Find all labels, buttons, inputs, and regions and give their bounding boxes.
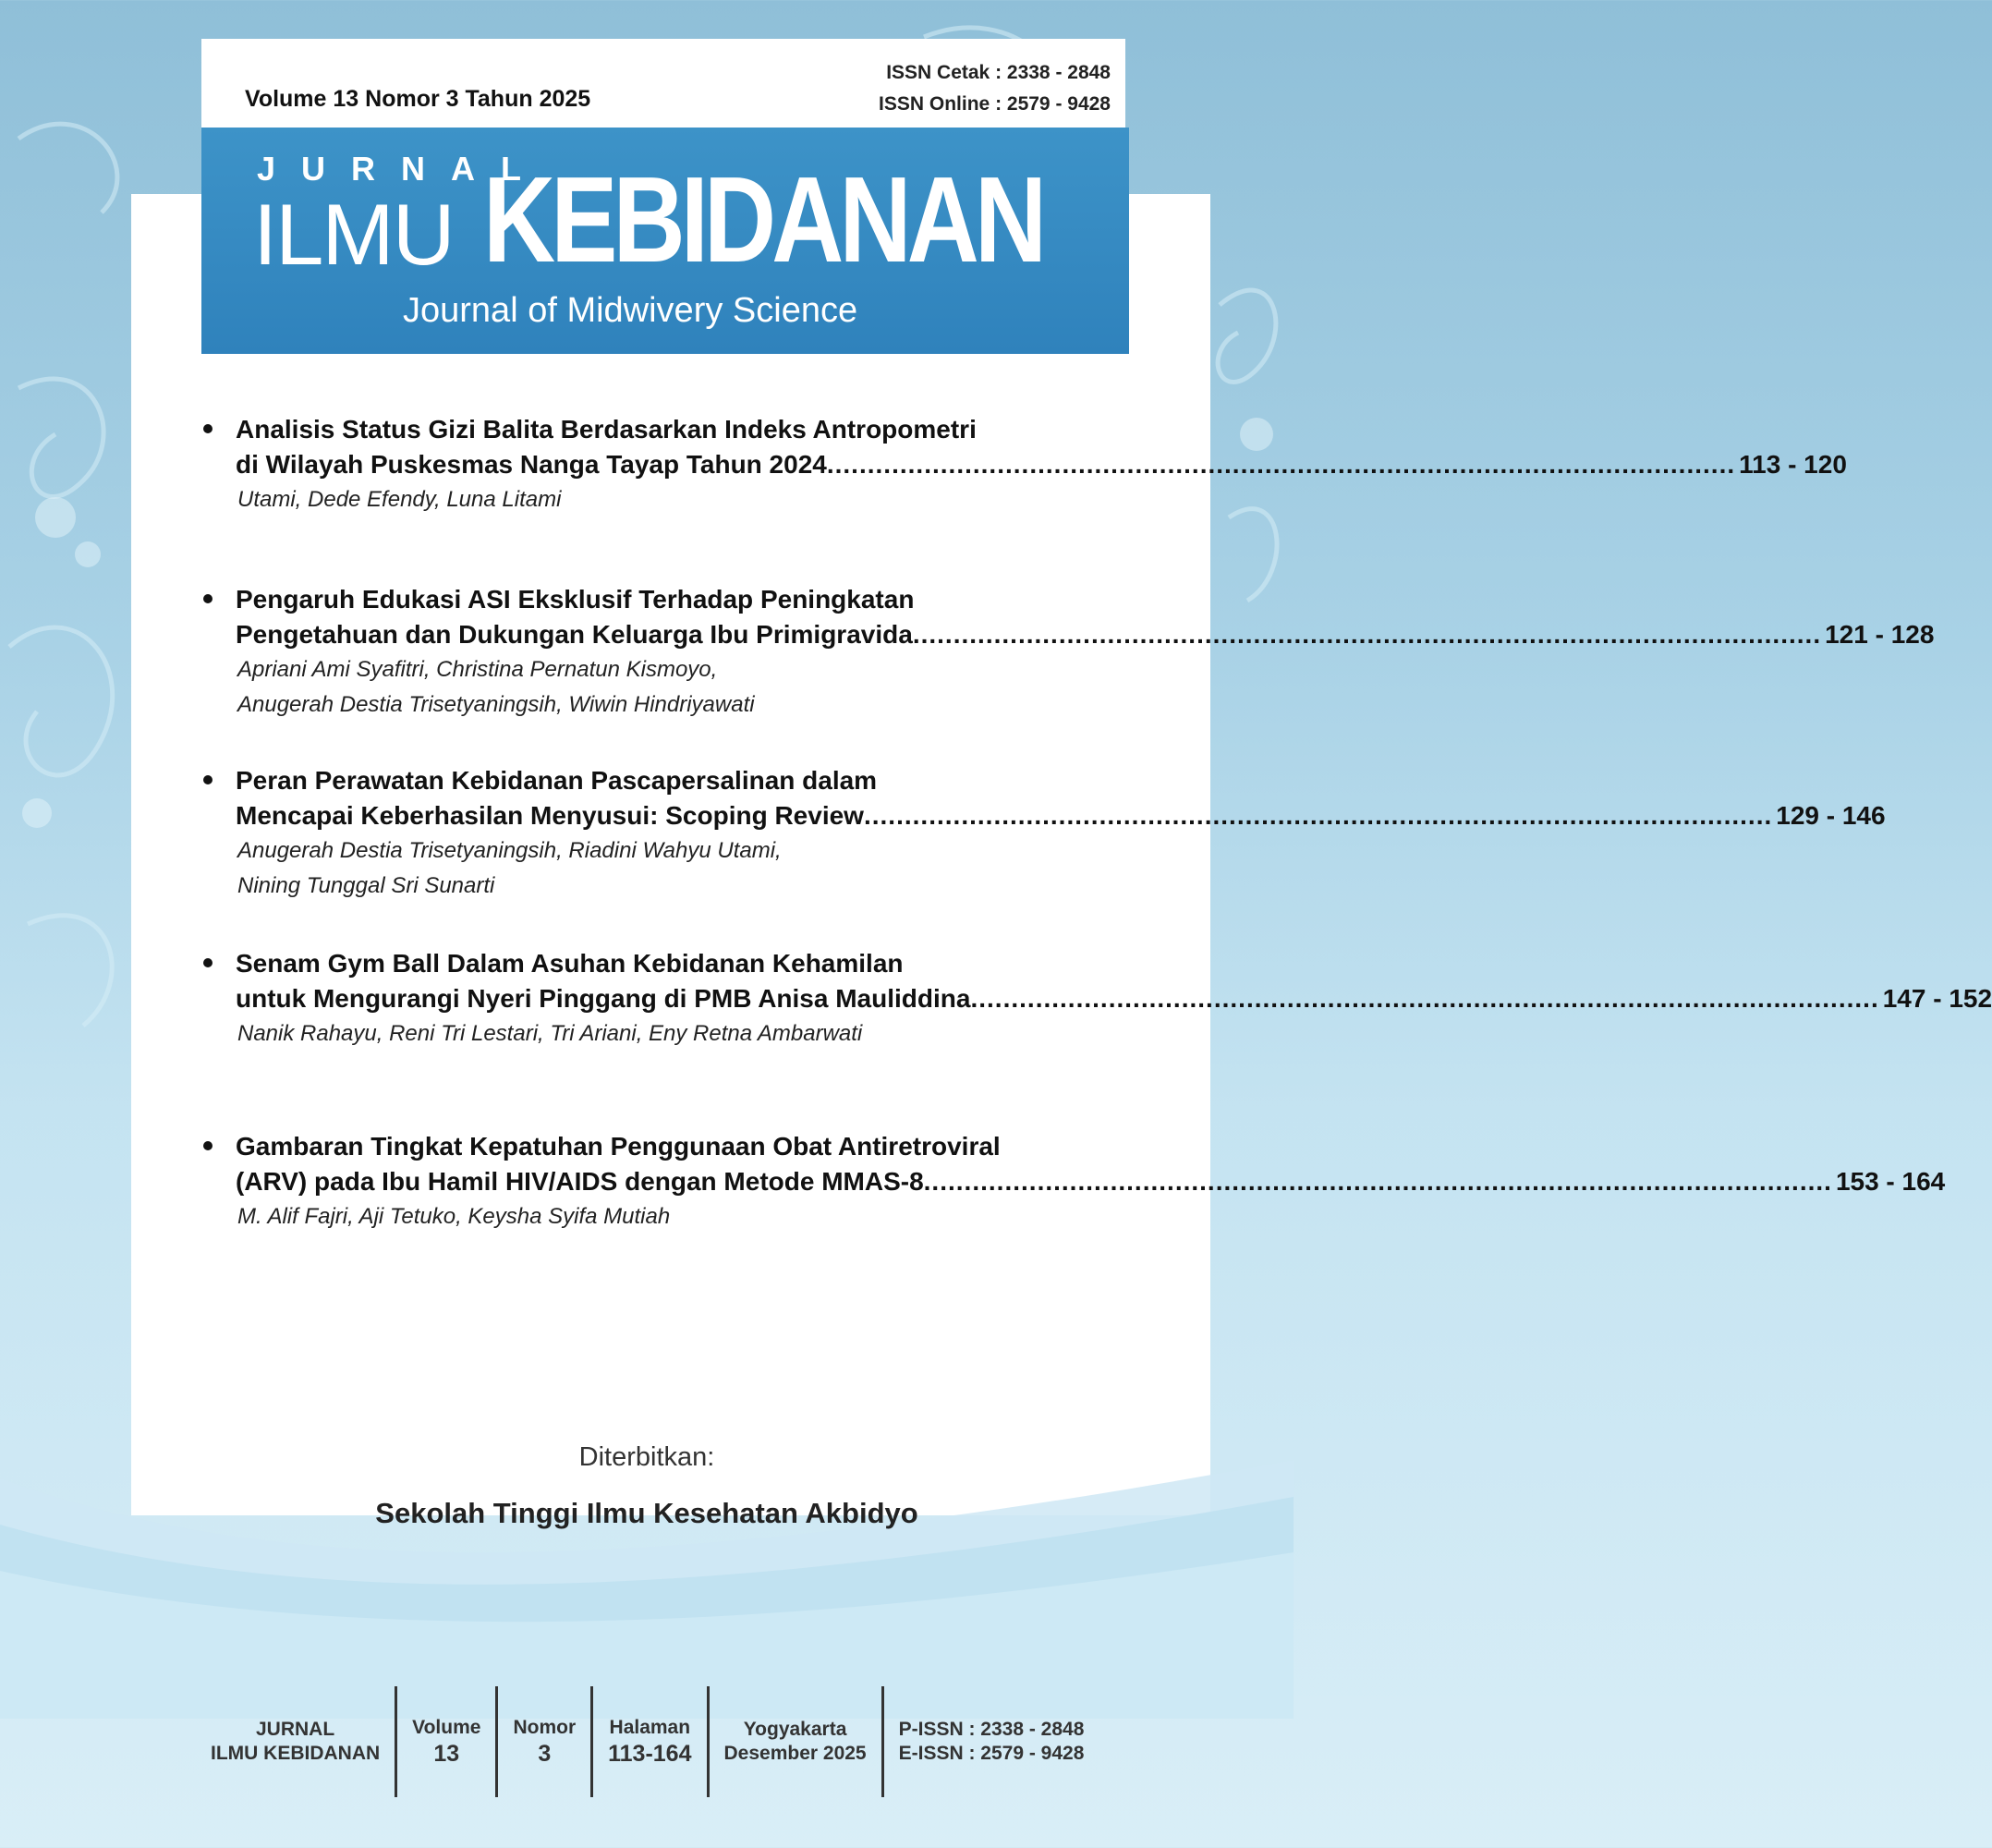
- footer-halaman-label: Halaman: [609, 1717, 691, 1738]
- footer-nomor: [498, 1716, 590, 1768]
- article-pages: 147 - 152: [1882, 984, 1992, 1013]
- footer-journal-line: ILMU KEBIDANAN: [211, 1743, 381, 1764]
- article-title-line: Peran Perawatan Kebidanan Pascapersalinan dalam: [236, 766, 878, 795]
- volume-line: Volume 13 Nomor 3 Tahun 2025: [245, 86, 591, 112]
- footer-issn: [884, 1718, 1099, 1766]
- footer-journal-line: JURNAL: [255, 1719, 335, 1740]
- article-title-line: Senam Gym Ball Dalam Asuhan Kebidanan Kehamilan: [236, 949, 904, 978]
- article-title-line: (ARV) pada Ibu Hamil HIV/AIDS dengan Metode MMAS-8: [236, 1167, 924, 1196]
- footer-nomor-value: 3: [538, 1741, 552, 1767]
- table-of-contents: [203, 412, 1992, 1249]
- footer-volume: [397, 1716, 495, 1768]
- masthead-subtitle: Journal of Midwivery Science: [403, 291, 858, 330]
- article-pages: 121 - 128: [1825, 620, 1935, 649]
- footer-nomor-label: Nomor: [513, 1717, 577, 1738]
- footer-date: Desember 2025: [723, 1743, 867, 1764]
- bullet-icon: [203, 424, 213, 433]
- footer-volume-value: 13: [433, 1741, 460, 1767]
- footer-eissn: E-ISSN : 2579 - 9428: [898, 1743, 1085, 1764]
- toc-article[interactable]: [203, 763, 1886, 946]
- article-title-line: untuk Mengurangi Nyeri Pinggang di PMB Anisa Mauliddina: [236, 984, 971, 1013]
- toc-article[interactable]: [203, 582, 1935, 763]
- article-authors: Nining Tunggal Sri Sunarti: [237, 873, 495, 898]
- publisher-name: Sekolah Tinggi Ilmu Kesehatan Akbidyo: [375, 1497, 918, 1529]
- article-title-line: Pengetahuan dan Dukungan Keluarga Ibu Primigravida: [236, 620, 913, 649]
- article-title-line: Mencapai Keberhasilan Menyusui: Scoping Review: [236, 801, 864, 830]
- issn-online: ISSN Online : 2579 - 9428: [879, 93, 1111, 115]
- article-authors: Anugerah Destia Trisetyaningsih, Riadini Wahyu Utami,: [237, 838, 782, 863]
- footer-journal: [196, 1718, 395, 1766]
- footer-city: Yogyakarta: [743, 1719, 847, 1740]
- bullet-icon: [203, 775, 213, 784]
- masthead-ilmu: ILMU: [253, 186, 454, 283]
- article-title-line: di Wilayah Puskesmas Nanga Tayap Tahun 2024: [236, 450, 827, 479]
- article-pages: 113 - 120: [1739, 450, 1847, 479]
- article-title-dots-line: (ARV) pada Ibu Hamil HIV/AIDS dengan Metode MMAS-8 ................................................................................................................ 153 - 164: [236, 1164, 1198, 1199]
- article-authors: Anugerah Destia Trisetyaningsih, Wiwin Hindriyawati: [237, 692, 755, 717]
- footer-pissn: P-ISSN : 2338 - 2848: [898, 1719, 1085, 1740]
- article-title-dots-line: Mencapai Keberhasilan Menyusui: Scoping Review ................................................................................................................ 129 - 146: [236, 798, 1198, 833]
- masthead-kebidanan: KEBIDANAN: [483, 152, 1043, 287]
- article-title-line: Gambaran Tingkat Kepatuhan Penggunaan Obat Antiretroviral: [236, 1132, 1001, 1161]
- bullet-icon: [203, 958, 213, 967]
- article-title-line: Analisis Status Gizi Balita Berdasarkan Indeks Antropometri: [236, 415, 977, 444]
- toc-article[interactable]: [203, 1129, 1946, 1249]
- toc-article[interactable]: [203, 946, 1992, 1129]
- article-title-line: Pengaruh Edukasi ASI Eksklusif Terhadap Peningkatan: [236, 585, 915, 614]
- footer-halaman: [593, 1716, 706, 1768]
- bullet-icon: [203, 594, 213, 603]
- decorative-wave: [0, 1441, 1294, 1719]
- article-title-dots-line: untuk Mengurangi Nyeri Pinggang di PMB Anisa Mauliddina ................................................................................................................ 147 - 152: [236, 981, 1198, 1016]
- article-authors: Nanik Rahayu, Reni Tri Lestari, Tri Ariani, Eny Retna Ambarwati: [237, 1021, 863, 1046]
- issn-block: [879, 57, 1111, 120]
- article-pages: 129 - 146: [1776, 801, 1886, 830]
- footer-volume-label: Volume: [412, 1717, 481, 1738]
- publisher-label: Diterbitkan:: [578, 1442, 715, 1472]
- masthead-jurnal: JURNAL: [257, 150, 548, 188]
- article-authors: Apriani Ami Syafitri, Christina Pernatun Kismoyo,: [237, 657, 718, 682]
- issn-print: ISSN Cetak : 2338 - 2848: [886, 62, 1111, 83]
- article-title-dots-line: Pengetahuan dan Dukungan Keluarga Ibu Primigravida ................................................................................................................ 121 - 128: [236, 617, 1198, 652]
- article-title-dots-line: di Wilayah Puskesmas Nanga Tayap Tahun 2024 ................................................................................................................ 113 - 120: [236, 447, 1198, 482]
- article-authors: Utami, Dede Efendy, Luna Litami: [237, 487, 562, 512]
- footer-place-date: [710, 1718, 881, 1766]
- masthead-banner: [201, 128, 1129, 354]
- footer-info-bar: [196, 1682, 1099, 1802]
- article-authors: M. Alif Fajri, Aji Tetuko, Keysha Syifa Mutiah: [237, 1204, 671, 1229]
- article-pages: 153 - 164: [1835, 1167, 1946, 1196]
- bullet-icon: [203, 1141, 213, 1150]
- footer-halaman-value: 113-164: [608, 1741, 692, 1767]
- toc-article[interactable]: [203, 412, 1847, 582]
